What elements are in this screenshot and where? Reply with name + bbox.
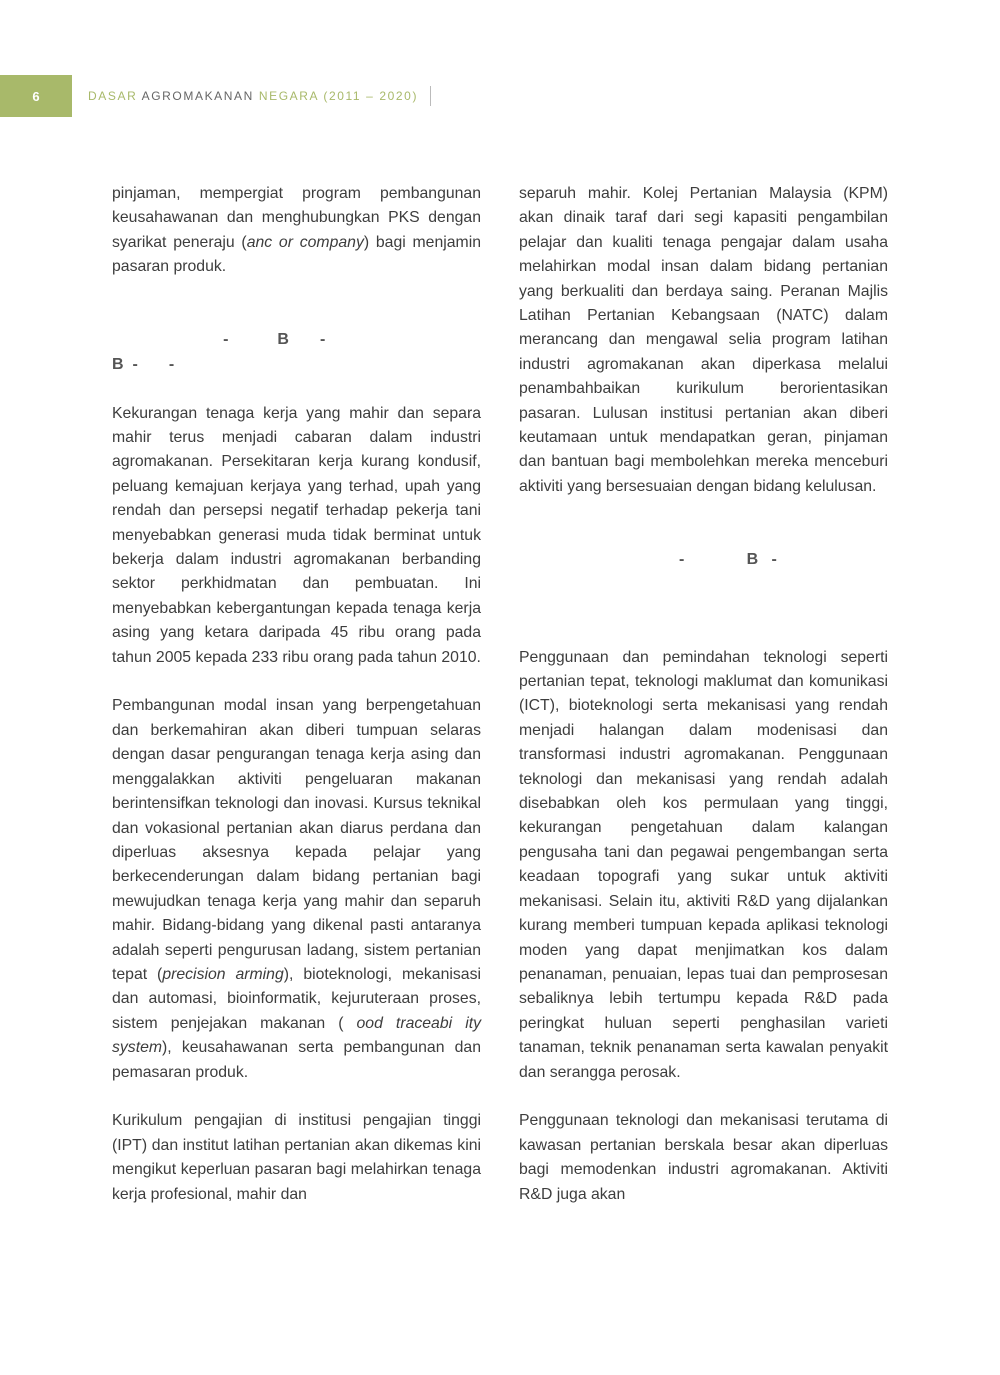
header-title-part2: AGROMAKANAN xyxy=(141,89,259,103)
page-number-tab xyxy=(0,75,72,117)
header-divider xyxy=(430,86,431,106)
right-column xyxy=(519,182,888,1207)
left-paragraph-0: pinjaman, mempergiat program pembangunan keusahawanan dan menghubungkan PKS dengan syarikat peneraju (anc or company) bagi menjamin pasaran produk. xyxy=(112,185,481,276)
header-title-part4: (2011 – 2020) xyxy=(323,89,419,103)
right-paragraph-1: separuh mahir. Kolej Pertanian Malaysia (KPM) akan dinaik taraf dari segi kapasiti pengambilan pelajar dan kualiti tenaga pengajar dalam usaha melahirkan modal insan dalam bidang pertanian yang berkualiti dan berdaya saing. Peranan Majlis Latihan Pertanian Kebangsaan (NATC) dalam merancang dan mengawal selia program latihan industri agromakanan akan diperkasa melalui penambahbaikan kurikulum berorientasikan pasaran. Lulusan institusi pertanian akan diberi keutamaan untuk mendapatkan geran, pinjaman dan bantuan bagi membolehkan mereka menceburi aktiviti yang bersesuaian dengan bidang kelulusan. xyxy=(519,185,888,495)
header-title-part3: NEGARA xyxy=(258,89,324,103)
right-subheading: - B - xyxy=(519,551,777,569)
left-paragraph-1: Kekurangan tenaga kerja yang mahir dan separa mahir terus menjadi cabaran dalam industri agromakanan. Persekitaran kerja kurang kondusif, peluang kemajuan kerjaya yang terhad, upah yang rendah dan persepsi negatif terhadap pekerja tani menyebabkan generasi muda tidak berminat untuk bekerja dalam industri agromakanan berbanding sektor perkhidmatan dan pembuatan. Ini menyebabkan kebergantungan kepada tenaga kerja asing yang ketara daripada 45 ribu orang pada tahun 2005 kepada 233 ribu orang pada tahun 2010. xyxy=(112,404,481,666)
left-subheading-line1: - B - xyxy=(112,331,326,349)
right-paragraph-3: Penggunaan teknologi dan mekanisasi terutama di kawasan pertanian berskala besar akan diperluas bagi memodenkan industri agromakanan. Aktiviti R&D juga akan xyxy=(519,1112,888,1203)
header-title-part1: DASAR xyxy=(88,89,142,103)
running-header xyxy=(88,89,418,103)
right-paragraph-2: Penggunaan dan pemindahan teknologi seperti pertanian tepat, teknologi maklumat dan komunikasi (ICT), bioteknologi serta mekanisasi yang rendah menjadi halangan dalam modenisasi dan transformasi industri agromakanan. Penggunaan teknologi dan mekanisasi yang rendah adalah disebabkan oleh kos permulaan yang tinggi, kekurangan pengetahuan dalam kalangan pengusaha tani dan pegawai pengembangan serta keadaan topografi yang sukar untuk aktiviti mekanisasi. Selain itu, aktiviti R&D yang dijalankan kurang memberi tumpuan kepada aplikasi teknologi moden yang dapat menjimatkan kos dalam penanaman, penuaian, lepas tuai dan pemprosesan sebaliknya lebih tertumpu kepada R&D pada peringkat huluan seperti penghasilan varieti tanaman, teknik penanaman serta kawalan penyakit dan serangga perosak. xyxy=(519,648,888,1081)
left-paragraph-3: Kurikulum pengajian di institusi pengajian tinggi (IPT) dan institut latihan pertanian akan dikemas kini mengikut keperluan pasaran bagi melahirkan tenaga kerja profesional, mahir dan xyxy=(112,1112,481,1203)
left-paragraph-2: Pembangunan modal insan yang berpengetahuan dan berkemahiran akan diberi tumpuan selaras dengan dasar pengurangan tenaga kerja asing dan menggalakkan aktiviti pengeluaran makanan berintensifkan teknologi dan inovasi. Kursus teknikal dan vokasional pertanian akan diarus perdana dan diperluas aksesnya kepada pelajar yang berkecenderungan dalam bidang pertanian bagi mewujudkan tenaga kerja yang mahir dan separuh mahir. Bidang-bidang yang dikenal pasti antaranya adalah seperti pengurusan ladang, sistem pertanian tepat (precision arming), bioteknologi, mekanisasi dan automasi, bioinformatik, kejuruteraan proses, sistem penjejakan makanan ( ood traceabi ity system), keusahawanan serta pembangunan dan pemasaran produk. xyxy=(112,697,481,1081)
page-number: 6 xyxy=(32,88,40,104)
left-subheading-line2: B - - xyxy=(112,355,175,373)
left-column xyxy=(112,182,481,1207)
